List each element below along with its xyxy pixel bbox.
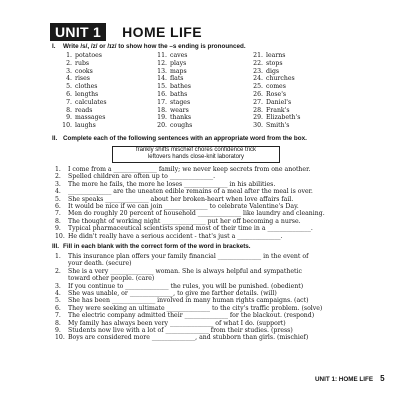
word-item bbox=[157, 60, 192, 68]
sentence-text: Men do roughly 20 percent of household ______________ like laundry and cleaning. bbox=[68, 210, 325, 218]
sentence-row bbox=[55, 253, 355, 260]
word-item-number: 17. bbox=[157, 98, 167, 106]
word-item-text: Elizabeth's bbox=[266, 114, 301, 122]
word-item-number: 30. bbox=[253, 122, 263, 130]
sentence-number: 4. bbox=[55, 188, 61, 196]
sentence-row bbox=[55, 283, 355, 290]
sentence-number: 6. bbox=[55, 304, 61, 312]
word-item bbox=[62, 52, 107, 60]
word-item bbox=[62, 122, 107, 130]
sentence-text: He didn't really have a serious accident - that's just a ______________. bbox=[68, 232, 283, 240]
sentence-row bbox=[55, 210, 355, 217]
unit-header bbox=[50, 23, 202, 41]
page-footer bbox=[315, 374, 385, 383]
word-item-text: rubs bbox=[75, 59, 90, 67]
sentence-row bbox=[55, 225, 355, 232]
word-item-text: laughs bbox=[75, 122, 96, 130]
word-item-text: cooks bbox=[75, 67, 93, 75]
section-3-sentences bbox=[55, 253, 355, 342]
word-item bbox=[253, 107, 300, 115]
word-item-text: thanks bbox=[170, 114, 192, 122]
sentence-continuation: your death. (secure) bbox=[68, 260, 132, 268]
word-item bbox=[157, 114, 192, 122]
word-item-text: calculates bbox=[75, 98, 107, 106]
word-item-text: bathes bbox=[170, 83, 191, 91]
sentence-number: 6. bbox=[55, 203, 61, 211]
sentence-number: 4. bbox=[55, 290, 61, 298]
word-item-number: 19. bbox=[157, 114, 167, 122]
sentence-number: 3. bbox=[55, 180, 61, 188]
sentence-text: Boys are considered more ______________, and stubborn than girls. (mischief) bbox=[68, 334, 309, 342]
section-1-number: I. bbox=[52, 43, 56, 50]
word-item-number: 11. bbox=[157, 52, 167, 59]
sentence-number: 8. bbox=[55, 217, 61, 225]
footer-unit-label: UNIT 1: HOME LIFE bbox=[315, 376, 374, 383]
sentence-row bbox=[55, 290, 355, 297]
sentence-number: 7. bbox=[55, 210, 61, 218]
word-item bbox=[253, 52, 300, 60]
word-item-text: plays bbox=[170, 59, 187, 67]
sentence-text: Spelled children are often up to ______________. bbox=[68, 173, 216, 181]
page-number: 5 bbox=[380, 374, 385, 383]
sentence-row bbox=[55, 312, 355, 319]
word-item-number: 15. bbox=[157, 83, 167, 91]
sentence-number: 5. bbox=[55, 195, 61, 203]
sentence-number: 1. bbox=[55, 166, 61, 173]
word-item-number: 20. bbox=[157, 122, 167, 130]
word-item bbox=[157, 99, 192, 107]
sentence-number: 9. bbox=[55, 327, 61, 335]
word-item bbox=[62, 75, 107, 83]
word-item-text: rises bbox=[75, 75, 90, 83]
sentence-text: She is a very ______________ woman. She is always helpful and sympathetic bbox=[68, 267, 302, 275]
word-item-text: stages bbox=[170, 98, 191, 106]
word-item bbox=[62, 60, 107, 68]
word-item bbox=[157, 83, 192, 91]
word-item-number: 1. bbox=[66, 52, 72, 59]
word-item bbox=[253, 122, 300, 130]
word-item bbox=[157, 68, 192, 76]
word-item-text: learns bbox=[266, 52, 286, 59]
word-item-number: 28. bbox=[253, 106, 263, 114]
sentence-text: They were seeking an ultimate ______________ to the city's traffic problem. (solve) bbox=[68, 304, 323, 312]
word-item bbox=[157, 107, 192, 115]
sentence-row bbox=[55, 297, 355, 304]
word-item bbox=[157, 75, 192, 83]
word-item bbox=[253, 83, 300, 91]
sentence-row bbox=[55, 218, 355, 225]
sentence-number: 9. bbox=[55, 225, 61, 233]
word-item bbox=[253, 91, 300, 99]
word-item bbox=[62, 91, 107, 99]
word-item-text: churches bbox=[266, 75, 295, 83]
word-item-text: potatoes bbox=[75, 52, 102, 59]
sentence-row bbox=[55, 233, 355, 240]
sentence-continuation: toward other people. (care) bbox=[68, 275, 155, 283]
word-item-number: 18. bbox=[157, 106, 167, 114]
word-item bbox=[157, 122, 192, 130]
word-item-number: 5. bbox=[66, 83, 72, 91]
word-item-number: 24. bbox=[253, 75, 263, 83]
word-item-number: 9. bbox=[66, 114, 72, 122]
word-item-number: 7. bbox=[66, 98, 72, 106]
word-item-text: Daniel's bbox=[266, 98, 292, 106]
word-item-text: baths bbox=[170, 90, 188, 98]
sentence-text: Students now live with a lot of ______________ from their studies. (press) bbox=[68, 327, 293, 335]
sentence-row bbox=[55, 203, 355, 210]
sentence-row bbox=[55, 334, 355, 341]
word-box bbox=[112, 146, 280, 163]
sentence-text: My family has always been very ______________ of what I do. (support) bbox=[68, 319, 286, 327]
word-item bbox=[253, 99, 300, 107]
word-item bbox=[62, 107, 107, 115]
word-item-number: 10. bbox=[62, 122, 72, 130]
word-item-number: 2. bbox=[66, 59, 72, 67]
sentence-number: 8. bbox=[55, 319, 61, 327]
sentence-row bbox=[55, 327, 355, 334]
word-item-text: clothes bbox=[75, 83, 98, 91]
word-item-text: lengths bbox=[75, 90, 99, 98]
sentence-number: 10. bbox=[55, 334, 65, 342]
sentence-number: 3. bbox=[55, 282, 61, 290]
word-item bbox=[62, 68, 107, 76]
word-item-number: 25. bbox=[253, 83, 263, 91]
sentence-text: I come from a ______________ family; we never keep secrets from one another. bbox=[68, 166, 311, 173]
sentence-row bbox=[55, 268, 355, 275]
sentence-text: It would be nice if we can join ______________ to celebrate Valentine's Day. bbox=[68, 203, 299, 211]
word-item-text: Frank's bbox=[266, 106, 290, 114]
sentence-row bbox=[55, 196, 355, 203]
sentence-text: This insurance plan offers your family financial ______________ in the event of bbox=[68, 253, 309, 260]
section-2-number: II. bbox=[52, 135, 58, 142]
word-item-text: comes bbox=[266, 83, 286, 91]
word-item-number: 27. bbox=[253, 98, 263, 106]
sentence-number: 5. bbox=[55, 297, 61, 305]
word-item-text: massages bbox=[75, 114, 106, 122]
section-3-number: III. bbox=[52, 243, 59, 250]
word-box-line-2: leftovers hands close-knit laboratory bbox=[147, 154, 245, 161]
sentence-text: The more he fails, the more he loses ______________ in his abilities. bbox=[68, 180, 276, 188]
word-item-number: 6. bbox=[66, 90, 72, 98]
word-column-3 bbox=[253, 52, 300, 130]
word-item-text: Smith's bbox=[266, 122, 290, 130]
word-item-number: 8. bbox=[66, 106, 72, 114]
word-box-line-1: frankly shifts mischief chores confidence trick bbox=[135, 147, 257, 153]
word-item-number: 13. bbox=[157, 67, 167, 75]
sentence-number: 2. bbox=[55, 267, 61, 275]
word-item-number: 12. bbox=[157, 59, 167, 67]
sentence-text: Typical pharmaceutical scientists spend most of their time in a ______________. bbox=[68, 225, 313, 233]
word-column-1 bbox=[62, 52, 107, 130]
sentence-text: She was unable, or ______________, to give me farther details. (will) bbox=[68, 290, 277, 298]
sentence-text: If you continue to ______________ the rules, you will be punished. (obedient) bbox=[68, 282, 304, 290]
word-item-text: flats bbox=[170, 75, 184, 83]
section-2-sentences bbox=[55, 166, 355, 240]
sentence-number: 2. bbox=[55, 173, 61, 181]
sentence-row bbox=[55, 320, 355, 327]
word-item-text: stops bbox=[266, 59, 283, 67]
word-item bbox=[157, 91, 192, 99]
word-item-text: Rose's bbox=[266, 90, 287, 98]
sentence-row bbox=[55, 166, 355, 173]
word-item-number: 26. bbox=[253, 90, 263, 98]
sentence-number: 1. bbox=[55, 253, 61, 260]
sentence-text: ______________ are the uneaten edible remains of a meal after the meal is over. bbox=[68, 188, 313, 196]
word-item-text: wears bbox=[170, 106, 189, 114]
word-item-text: maps bbox=[170, 67, 187, 75]
section-3-title: Fill in each blank with the correct form of the word in brackets. bbox=[63, 243, 251, 250]
section-1-title: Write /s/, /z/ or /ɪz/ to show how the –s ending is pronounced. bbox=[63, 43, 246, 50]
word-item-number: 3. bbox=[66, 67, 72, 75]
word-item bbox=[253, 60, 300, 68]
sentence-number: 7. bbox=[55, 312, 61, 320]
section-2-title: Complete each of the following sentences with an appropriate word from the box. bbox=[63, 135, 307, 142]
word-item bbox=[62, 83, 107, 91]
sentence-text: She speaks ______________ about her broken-heart when love affairs fail. bbox=[68, 195, 294, 203]
sentence-row bbox=[55, 188, 355, 195]
word-item bbox=[62, 99, 107, 107]
sentence-row bbox=[55, 181, 355, 188]
word-item bbox=[62, 114, 107, 122]
sentence-text: She has been ______________ involved in many human rights campaigns. (act) bbox=[68, 297, 309, 305]
word-item bbox=[253, 75, 300, 83]
word-item-number: 29. bbox=[253, 114, 263, 122]
word-column-2 bbox=[157, 52, 192, 130]
word-item-number: 23. bbox=[253, 67, 263, 75]
sentence-text: The electric company admitted their ______________ for the blackout. (respond) bbox=[68, 312, 315, 320]
word-item bbox=[157, 52, 192, 60]
sentence-row bbox=[55, 173, 355, 180]
word-item bbox=[253, 68, 300, 76]
word-item-text: caves bbox=[170, 52, 188, 59]
word-item-number: 16. bbox=[157, 90, 167, 98]
word-item-text: reads bbox=[75, 106, 93, 114]
unit-badge: UNIT 1 bbox=[50, 23, 106, 41]
word-item-text: digs bbox=[266, 67, 280, 75]
word-item-number: 4. bbox=[66, 75, 72, 83]
sentence-number: 10. bbox=[55, 232, 65, 240]
word-item-number: 22. bbox=[253, 59, 263, 67]
sentence-text: The thought of working night ______________ put her off becoming a nurse. bbox=[68, 217, 301, 225]
word-item-number: 21. bbox=[253, 52, 263, 59]
word-item bbox=[253, 114, 300, 122]
word-item-number: 14. bbox=[157, 75, 167, 83]
word-item-text: coughs bbox=[170, 122, 193, 130]
unit-title: HOME LIFE bbox=[122, 24, 202, 40]
sentence-row bbox=[55, 305, 355, 312]
